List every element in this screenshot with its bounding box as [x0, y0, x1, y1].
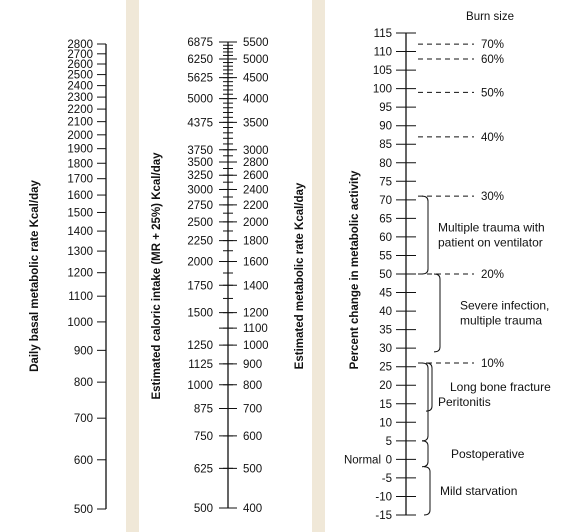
condition-label: Multiple trauma with: [438, 220, 545, 235]
activity-tick-label: 35: [379, 324, 392, 337]
burn-size-label: 30%: [481, 191, 505, 204]
condition-bracket: [422, 196, 428, 274]
basal-tick-label: 800: [73, 377, 93, 390]
activity-tick-label: 5: [385, 435, 392, 448]
caloric-intake-label: 5000: [187, 93, 213, 106]
condition-label: Long bone fracture: [450, 380, 551, 395]
metabolic-rate-label: 3500: [243, 117, 269, 130]
condition-bracket: [426, 363, 432, 411]
basal-tick-label: 2400: [67, 80, 93, 93]
basal-tick-label: 1100: [68, 291, 93, 304]
condition-bracket: [422, 363, 428, 441]
basal-tick-label: 500: [73, 504, 93, 516]
basal-tick-label: 2200: [67, 104, 93, 117]
basal-tick-label: 1900: [67, 143, 93, 156]
metabolic-rate-label: 400: [243, 503, 263, 515]
activity-tick-label: 0: [385, 454, 392, 467]
metabolic-rate-label: 2600: [243, 170, 269, 183]
condition-bracket: [424, 467, 430, 515]
activity-tick-label: 90: [379, 120, 392, 133]
metabolic-rate-label: 1000: [243, 340, 269, 353]
activity-tick-label: 25: [379, 361, 392, 374]
condition-label: Peritonitis: [438, 394, 491, 409]
caloric-intake-label: 5625: [187, 72, 213, 85]
caloric-intake-label: 500: [193, 503, 213, 515]
caloric-intake-label: 3500: [187, 157, 213, 170]
caloric-intake-label: 3750: [187, 144, 213, 157]
caloric-intake-label: 875: [193, 403, 213, 416]
condition-label: patient on ventilator: [438, 235, 543, 250]
activity-tick-label: 10: [379, 417, 392, 430]
activity-tick-label: 45: [379, 287, 392, 300]
activity-tick-label: 40: [379, 306, 392, 319]
burn-size-label: 20%: [481, 269, 505, 281]
activity-tick-label: 55: [379, 250, 392, 263]
burn-size-label: 10%: [481, 357, 505, 370]
basal-tick-label: 2800: [67, 39, 93, 51]
metabolic-rate-label: 1400: [243, 280, 269, 293]
activity-tick-label: 100: [372, 83, 392, 96]
caloric-intake-label: 750: [193, 430, 213, 443]
caloric-intake-label: 6875: [187, 37, 213, 49]
metabolic-rate-label: 2200: [243, 199, 269, 212]
activity-tick-label: -5: [381, 472, 392, 485]
metabolic-rate-label: 3000: [243, 144, 269, 157]
metabolic-rate-label: 600: [243, 430, 263, 443]
basal-tick-label: 2700: [67, 48, 93, 61]
activity-tick-label: 70: [379, 194, 392, 207]
basal-tick-label: 700: [73, 413, 93, 426]
burn-size-label: 60%: [481, 53, 505, 66]
caloric-intake-label: 6250: [187, 53, 213, 66]
caloric-intake-label: 1000: [187, 379, 213, 392]
activity-tick-label: 115: [373, 28, 392, 40]
caloric-intake-label: 1250: [187, 340, 213, 353]
basal-tick-label: 600: [73, 454, 93, 467]
basal-tick-label: 2500: [67, 69, 93, 82]
burn-size-label: 70%: [481, 39, 505, 52]
metabolic-rate-label: 2400: [243, 184, 269, 197]
basal-tick-label: 1300: [67, 246, 93, 259]
activity-tick-label: 50: [379, 269, 392, 281]
basal-tick-label: 1700: [67, 173, 93, 186]
metabolic-activity-scale: [344, 11, 551, 522]
metabolic-rate-label: 1100: [243, 323, 268, 336]
condition-label: Postoperative: [451, 446, 525, 461]
metabolic-rate-label: 2000: [243, 216, 269, 229]
basal-tick-label: 1500: [67, 207, 93, 220]
caloric-intake-label: 3000: [187, 184, 213, 197]
metabolic-rate-label: 4000: [243, 93, 269, 106]
condition-bracket: [422, 441, 428, 467]
caloric-intake-label: 2000: [187, 256, 213, 269]
basal-tick-label: 900: [73, 345, 93, 358]
metabolic-rate-label: 1200: [243, 307, 269, 320]
activity-tick-label: 30: [379, 343, 392, 356]
metabolic-rate-label: 500: [243, 463, 263, 476]
basal-tick-label: 1600: [67, 190, 93, 203]
caloric-intake-label: 625: [193, 463, 213, 476]
basal-tick-label: 1400: [67, 226, 93, 239]
activity-tick-label: 60: [379, 231, 392, 244]
metabolic-rate-label: 1800: [243, 235, 269, 248]
caloric-intake-label: 2500: [187, 216, 213, 229]
metabolic-rate-label: 5500: [243, 37, 269, 49]
metabolic-rate-label: 900: [243, 358, 263, 371]
caloric-intake-label: 1125: [188, 358, 213, 371]
burn-size-label: 50%: [481, 87, 505, 100]
caloric-intake-label: 4375: [187, 117, 213, 130]
metabolic-rate-label: 800: [243, 379, 263, 392]
basal-metabolic-rate-scale: [29, 39, 106, 516]
caloric-intake-label: 3250: [187, 170, 213, 183]
activity-tick-label: 80: [379, 157, 392, 170]
caloric-intake-label: 1750: [187, 280, 213, 293]
metabolic-rate-label: 5000: [243, 53, 269, 66]
activity-axis-title: Percent change in metabolic activity: [349, 170, 361, 370]
activity-tick-label: 110: [373, 46, 392, 59]
basal-tick-label: 2100: [67, 116, 93, 129]
activity-tick-label: 95: [379, 102, 392, 115]
activity-tick-label: 105: [372, 65, 392, 78]
caloric-intake-title: Estimated caloric intake (MR + 25%) Kcal/day: [151, 152, 163, 400]
activity-tick-label: 20: [379, 380, 392, 393]
caloric-intake-label: 1500: [187, 307, 213, 320]
metabolic-rate-label: 700: [243, 403, 263, 416]
metabolic-rate-label: 1600: [243, 256, 269, 269]
metabolic-rate-title: Estimated metabolic rate Kcal/day: [294, 182, 306, 370]
metabolic-rate-label: 2800: [243, 157, 269, 170]
condition-label: Mild starvation: [440, 483, 518, 498]
burn-size-title: Burn size: [466, 11, 514, 23]
caloric-intake-label: 2750: [187, 199, 213, 212]
activity-tick-label: -15: [375, 510, 392, 522]
condition-label: Severe infection,: [460, 298, 550, 313]
basal-tick-label: 2000: [67, 129, 93, 142]
basal-tick-label: 1000: [67, 316, 93, 329]
activity-tick-label: 65: [379, 213, 392, 226]
basal-tick-label: 2600: [67, 59, 93, 72]
activity-tick-label: 85: [379, 139, 392, 152]
normal-label: Normal: [343, 454, 381, 467]
activity-tick-label: 15: [379, 398, 392, 411]
basal-tick-label: 1200: [67, 267, 93, 280]
basal-tick-label: 1800: [67, 158, 93, 171]
condition-label: multiple trauma: [460, 313, 543, 328]
caloric-intake-scale: [151, 37, 306, 515]
condition-bracket: [434, 274, 440, 352]
metabolic-rate-label: 4500: [243, 72, 269, 85]
basal-tick-label: 2300: [67, 92, 93, 105]
basal-axis-title: Daily basal metabolic rate Kcal/day: [29, 180, 41, 372]
burn-size-label: 40%: [481, 131, 505, 144]
activity-tick-label: -10: [375, 491, 392, 504]
activity-tick-label: 75: [379, 176, 392, 189]
caloric-intake-label: 2250: [187, 235, 213, 248]
